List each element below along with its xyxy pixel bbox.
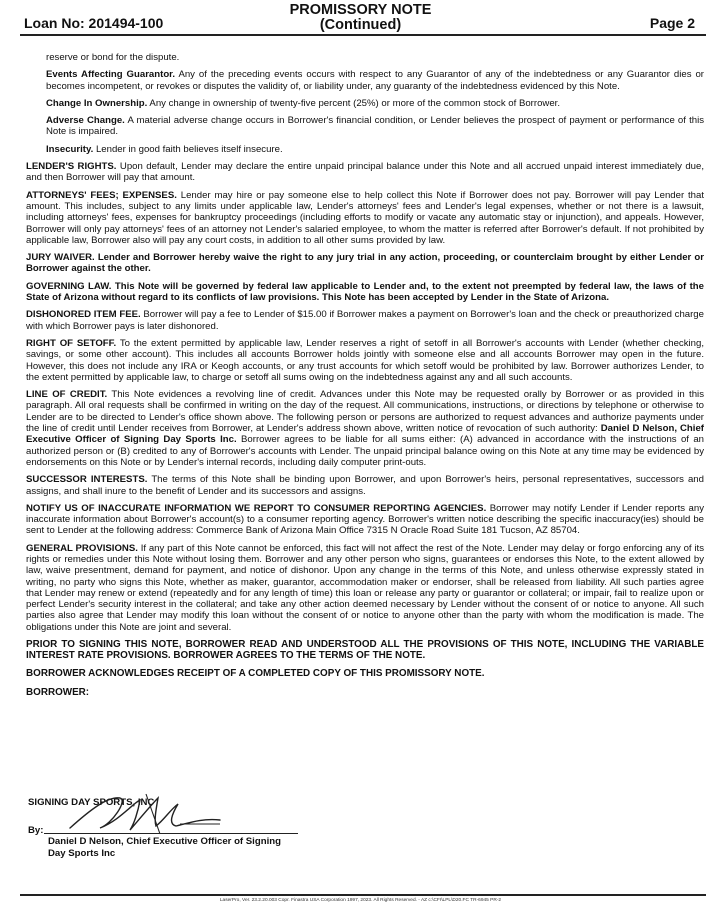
section-text: Borrower may notify Lender if Lender reports any inaccurate information about Borrower's account(s) to a consumer reporting agency. Borrower's written notice describing the specific inaccuracy(ies) should be sent to Lender at the following address: Commerce Bank of Arizona Main Office 7315 N Oracle Road Suite 181 Tucson, AZ 85704.	[26, 502, 704, 537]
section-heading: NOTIFY US OF INACCURATE INFORMATION WE REPORT TO CONSUMER REPORTING AGENCIES.	[26, 502, 487, 514]
signer-name	[48, 836, 308, 859]
section-heading: GOVERNING LAW.	[26, 280, 112, 292]
continued-text: reserve or bond for the dispute.	[46, 52, 180, 63]
section-events-guarantor	[46, 69, 704, 92]
section-change-ownership	[46, 98, 704, 109]
section-text-continued: Borrower agrees to be liable for all sums either: (A) advanced in accordance with the instructions of an authorized person or (B) credited to any of Borrower's accounts with Lender. The unpaid principal balance owing on this Note at any time may be evidenced by endorsements on this Note or by Lender's internal records, including daily computer print-outs.	[26, 434, 704, 468]
section-adverse-change	[46, 115, 704, 138]
section-heading: Adverse Change.	[46, 115, 125, 127]
page-number: Page 2	[649, 15, 695, 31]
section-heading: LENDER'S RIGHTS.	[26, 161, 117, 173]
title-line-2: (Continued)	[319, 17, 402, 33]
section-line-of-credit	[26, 389, 704, 468]
section-insecurity	[46, 144, 704, 155]
section-text: This Note will be governed by federal law applicable to Lender and, to the extent not preempted by federal law, the laws of the State of Arizona without regard to its conflicts of law provisions. This Note has been accepted by Lender in the State of Arizona.	[26, 280, 704, 304]
section-text: To the extent permitted by applicable law, Lender reserves a right of setoff in all Borrower's accounts with Lender (whether checking, savings, or some other account). This includes all accounts Borrower holds jointly with someone else and all accounts Borrower may open in the future. However, this does not include any IRA or Keogh accounts, or any trust accounts for which setoff would be prohibited by law. Borrower authorizes Lender, to the extent permitted by applicable law, to charge or setoff all sums owing on the indebtedness against any and all such accounts.	[26, 337, 704, 383]
section-text: If any part of this Note cannot be enforced, this fact will not affect the rest of the Note. Lender may delay or forgo enforcing any of its rights or remedies under this Note without losing them. Borrower and any other person who signs, guarantees or endorses this Note, to the extent allowed by law, waive presentment, demand for payment, and notice of dishonor. Upon any change in the terms of this Note, and unless otherwise expressly stated in writing, no party who signs this Note, whether as maker, guarantor, accommodation maker or endorser, shall be released from liability. All such parties agree that Lender may renew or extend (repeatedly and for any length of time) this loan or release any party or guarantor or collateral; or impair, fail to realize upon or perfect Lender's security interest in the collateral; and take any other action deemed necessary by Lender without the consent of or notice to anyone. All such parties also agree that Lender may modify this loan without the consent of or notice to anyone other than the party with whom the modification is made. The obligations under this Note are joint and several.	[26, 542, 704, 633]
section-text: The terms of this Note shall be binding upon Borrower, and upon Borrower's heirs, personal representatives, successors and assigns, and shall inure to the benefit of Lender and its successors and assigns.	[26, 474, 704, 497]
section-jury-waiver	[26, 252, 704, 275]
section-attorneys-fees	[26, 190, 704, 246]
footer-rule	[20, 894, 706, 896]
section-heading: ATTORNEYS' FEES; EXPENSES.	[26, 189, 177, 201]
section-notify-inaccurate	[26, 503, 704, 537]
signer-name-line-2: Day Sports Inc	[48, 847, 116, 859]
section-heading: JURY WAIVER.	[26, 252, 95, 264]
section-successor-interests	[26, 474, 704, 497]
signature-line	[44, 833, 298, 834]
authorized-person: Daniel D Nelson, Chief Executive Officer of Signing Day Sports Inc.	[26, 423, 704, 446]
section-text: Borrower will pay a fee to Lender of $15.00 if Borrower makes a payment on Borrower's loan and the check or preauthorized charge with which Borrower pays is later dishonored.	[26, 309, 704, 332]
section-heading: RIGHT OF SETOFF.	[26, 337, 117, 349]
section-heading: Insecurity.	[46, 143, 94, 155]
section-text: Upon default, Lender may declare the entire unpaid principal balance under this Note and all accrued unpaid interest immediately due, and then Borrower will pay that amount.	[26, 161, 704, 184]
section-text: Lender in good faith believes itself insecure.	[93, 143, 283, 155]
header-rule	[20, 34, 706, 36]
by-label: By:	[28, 825, 44, 836]
section-heading: DISHONORED ITEM FEE.	[26, 309, 141, 321]
section-heading: LINE OF CREDIT.	[26, 389, 108, 401]
footer-text: LaserPro, Ver. 23.2.20.003 Copr. Finastra USA Corporation 1997, 2023. All Rights Reserved. - AZ c:\CFI\LPL\D20.FC TR-6945 PR-2	[219, 898, 502, 903]
signer-name-line-1: Daniel D Nelson, Chief Executive Officer of Signing	[48, 836, 281, 847]
section-text: A material adverse change occurs in Borrower's financial condition, or Lender believes the prospect of payment or performance of this Note is impaired.	[46, 115, 704, 138]
section-heading: SUCCESSOR INTERESTS.	[26, 474, 148, 486]
section-lenders-rights	[26, 161, 704, 184]
title-line-1: PROMISSORY NOTE	[289, 2, 432, 18]
section-text: Lender and Borrower hereby waive the right to any jury trial in any action, proceeding, or counterclaim brought by either Lender or Borrower against the other.	[26, 252, 704, 275]
section-dishonored-fee	[26, 309, 704, 332]
document-body	[26, 52, 704, 704]
section-heading: Events Affecting Guarantor.	[46, 69, 176, 81]
section-governing-law	[26, 281, 704, 304]
section-text: This Note evidences a revolving line of credit. Advances under this Note may be requested orally by Borrower or as provided in this paragraph. All oral requests shall be confirmed in writing on the day of the request. All communications, instructions, or directions by telephone or otherwise to Lender are to be directed to Lender's office shown above. The following person or persons are authorized to request advances and authorize payments under the line of credit until Lender receives from Borrower, at Lender's address shown above, written notice of revocation of such authority:	[26, 389, 704, 435]
section-right-of-setoff	[26, 338, 704, 383]
acknowledges-receipt: BORROWER ACKNOWLEDGES RECEIPT OF A COMPLETED COPY OF THIS PROMISSORY NOTE.	[26, 667, 485, 679]
signature-company: SIGNING DAY SPORTS, INC	[28, 797, 155, 808]
section-heading: GENERAL PROVISIONS.	[26, 542, 138, 554]
section-heading: Change In Ownership.	[46, 97, 148, 109]
loan-number: Loan No: 201494-100	[24, 15, 164, 31]
handwritten-signature	[60, 790, 230, 838]
section-general-provisions	[26, 543, 704, 633]
borrower-label: BORROWER:	[26, 686, 90, 698]
document-title	[0, 3, 721, 33]
section-text: Any of the preceding events occurs with respect to any Guarantor of any of the indebtedness or any Guarantor dies or becomes incompetent, or revokes or disputes the validity of, or liability under, any guaranty of the indebtedness evidenced by this Note.	[46, 69, 704, 92]
section-text: Any change in ownership of twenty-five percent (25%) or more of the common stock of Borrower.	[147, 97, 561, 109]
prior-to-signing: PRIOR TO SIGNING THIS NOTE, BORROWER READ AND UNDERSTOOD ALL THE PROVISIONS OF THIS NOTE, INCLUDING THE VARIABLE INTEREST RATE PROVISIONS. BORROWER AGREES TO THE TERMS OF THE NOTE.	[26, 639, 704, 662]
section-text: Lender may hire or pay someone else to help collect this Note if Borrower does not pay. Borrower will pay Lender that amount. This includes, subject to any limits under applicable law, Lender's attorneys' fees and Lender's legal expenses, whether or not there is a lawsuit, including attorneys' fees, expenses for bankruptcy proceedings (including efforts to modify or vacate any automatic stay or injunction), and appeals. However, Borrower will only pay attorneys' fees of an attorney not Lender's salaried employee, to whom the matter is referred after Borrower's default. If not prohibited by applicable law, Borrower also will pay any court costs, in addition to all other sums provided by law.	[26, 189, 705, 246]
